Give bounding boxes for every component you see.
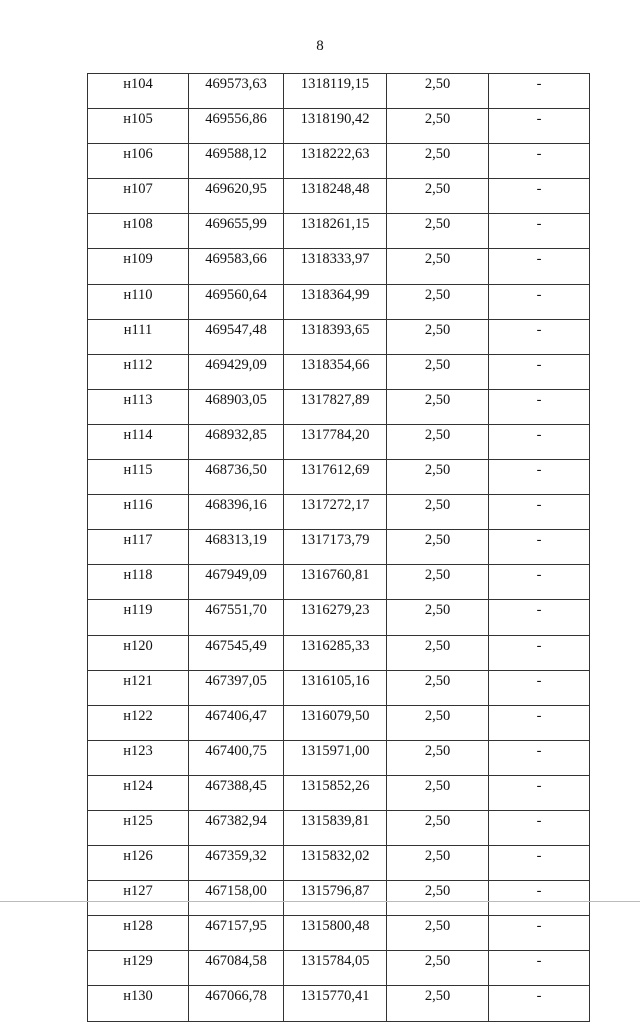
table-row [88,144,590,179]
y-coordinate-cell: 1318333,97 [284,249,387,284]
note-cell: - [489,424,590,459]
coordinates-table [87,73,590,1022]
table-row [88,635,590,670]
x-coordinate-cell: 467551,70 [189,600,284,635]
coordinates-table-body [88,74,590,1022]
y-coordinate-cell: 1317612,69 [284,460,387,495]
x-coordinate-cell: 468396,16 [189,495,284,530]
error-cell: 2,50 [387,460,489,495]
x-coordinate-cell: 467066,78 [189,986,284,1021]
y-coordinate-cell: 1318261,15 [284,214,387,249]
table-row [88,74,590,109]
y-coordinate-cell: 1317784,20 [284,424,387,459]
note-cell: - [489,109,590,144]
y-coordinate-cell: 1318364,99 [284,284,387,319]
error-cell: 2,50 [387,284,489,319]
y-coordinate-cell: 1315800,48 [284,916,387,951]
point-id-cell: н104 [88,74,189,109]
table-row [88,916,590,951]
error-cell: 2,50 [387,495,489,530]
x-coordinate-cell: 469429,09 [189,354,284,389]
table-row [88,214,590,249]
point-id-cell: н113 [88,389,189,424]
table-row [88,565,590,600]
note-cell: - [489,670,590,705]
error-cell: 2,50 [387,635,489,670]
x-coordinate-cell: 469573,63 [189,74,284,109]
y-coordinate-cell: 1316105,16 [284,670,387,705]
table-row [88,249,590,284]
error-cell: 2,50 [387,319,489,354]
table-row [88,600,590,635]
x-coordinate-cell: 467400,75 [189,740,284,775]
table-row [88,109,590,144]
error-cell: 2,50 [387,144,489,179]
y-coordinate-cell: 1315796,87 [284,881,387,916]
table-row [88,424,590,459]
y-coordinate-cell: 1317272,17 [284,495,387,530]
y-coordinate-cell: 1315784,05 [284,951,387,986]
point-id-cell: н121 [88,670,189,705]
note-cell: - [489,495,590,530]
y-coordinate-cell: 1316760,81 [284,565,387,600]
table-row [88,495,590,530]
y-coordinate-cell: 1315832,02 [284,846,387,881]
table-row [88,810,590,845]
table-row [88,705,590,740]
note-cell: - [489,214,590,249]
x-coordinate-cell: 469560,64 [189,284,284,319]
y-coordinate-cell: 1315971,00 [284,740,387,775]
table-row [88,284,590,319]
table-row [88,389,590,424]
x-coordinate-cell: 467359,32 [189,846,284,881]
x-coordinate-cell: 467406,47 [189,705,284,740]
point-id-cell: н124 [88,775,189,810]
y-coordinate-cell: 1317173,79 [284,530,387,565]
point-id-cell: н108 [88,214,189,249]
table-row [88,740,590,775]
error-cell: 2,50 [387,775,489,810]
note-cell: - [489,916,590,951]
y-coordinate-cell: 1318393,65 [284,319,387,354]
table-row [88,986,590,1021]
y-coordinate-cell: 1315852,26 [284,775,387,810]
error-cell: 2,50 [387,179,489,214]
table-row [88,775,590,810]
x-coordinate-cell: 467382,94 [189,810,284,845]
table-row [88,354,590,389]
point-id-cell: н119 [88,600,189,635]
note-cell: - [489,284,590,319]
point-id-cell: н114 [88,424,189,459]
note-cell: - [489,354,590,389]
table-row [88,881,590,916]
note-cell: - [489,740,590,775]
table-row [88,319,590,354]
x-coordinate-cell: 469556,86 [189,109,284,144]
x-coordinate-cell: 468903,05 [189,389,284,424]
error-cell: 2,50 [387,705,489,740]
note-cell: - [489,635,590,670]
note-cell: - [489,846,590,881]
error-cell: 2,50 [387,951,489,986]
point-id-cell: н129 [88,951,189,986]
table-row [88,179,590,214]
note-cell: - [489,319,590,354]
point-id-cell: н115 [88,460,189,495]
table-row [88,846,590,881]
x-coordinate-cell: 467158,00 [189,881,284,916]
error-cell: 2,50 [387,986,489,1021]
x-coordinate-cell: 467084,58 [189,951,284,986]
point-id-cell: н128 [88,916,189,951]
point-id-cell: н110 [88,284,189,319]
error-cell: 2,50 [387,881,489,916]
error-cell: 2,50 [387,670,489,705]
y-coordinate-cell: 1315770,41 [284,986,387,1021]
error-cell: 2,50 [387,600,489,635]
y-coordinate-cell: 1317827,89 [284,389,387,424]
point-id-cell: н122 [88,705,189,740]
error-cell: 2,50 [387,214,489,249]
error-cell: 2,50 [387,389,489,424]
point-id-cell: н123 [88,740,189,775]
y-coordinate-cell: 1316279,23 [284,600,387,635]
point-id-cell: н116 [88,495,189,530]
point-id-cell: н106 [88,144,189,179]
y-coordinate-cell: 1318190,42 [284,109,387,144]
x-coordinate-cell: 468932,85 [189,424,284,459]
error-cell: 2,50 [387,424,489,459]
y-coordinate-cell: 1318248,48 [284,179,387,214]
point-id-cell: н112 [88,354,189,389]
x-coordinate-cell: 467397,05 [189,670,284,705]
note-cell: - [489,144,590,179]
y-coordinate-cell: 1318222,63 [284,144,387,179]
scan-edge-line [0,901,640,902]
note-cell: - [489,249,590,284]
point-id-cell: н117 [88,530,189,565]
note-cell: - [489,530,590,565]
x-coordinate-cell: 469588,12 [189,144,284,179]
y-coordinate-cell: 1318354,66 [284,354,387,389]
x-coordinate-cell: 468313,19 [189,530,284,565]
y-coordinate-cell: 1316079,50 [284,705,387,740]
x-coordinate-cell: 469620,95 [189,179,284,214]
point-id-cell: н118 [88,565,189,600]
table-row [88,460,590,495]
x-coordinate-cell: 467157,95 [189,916,284,951]
note-cell: - [489,986,590,1021]
note-cell: - [489,460,590,495]
note-cell: - [489,389,590,424]
error-cell: 2,50 [387,249,489,284]
error-cell: 2,50 [387,109,489,144]
page-number: 8 [316,38,324,54]
point-id-cell: н126 [88,846,189,881]
note-cell: - [489,775,590,810]
x-coordinate-cell: 469655,99 [189,214,284,249]
point-id-cell: н120 [88,635,189,670]
error-cell: 2,50 [387,565,489,600]
y-coordinate-cell: 1318119,15 [284,74,387,109]
table-row [88,670,590,705]
y-coordinate-cell: 1315839,81 [284,810,387,845]
x-coordinate-cell: 469547,48 [189,319,284,354]
note-cell: - [489,951,590,986]
note-cell: - [489,881,590,916]
point-id-cell: н105 [88,109,189,144]
x-coordinate-cell: 467388,45 [189,775,284,810]
error-cell: 2,50 [387,354,489,389]
point-id-cell: н109 [88,249,189,284]
note-cell: - [489,179,590,214]
table-row [88,530,590,565]
x-coordinate-cell: 467949,09 [189,565,284,600]
note-cell: - [489,705,590,740]
x-coordinate-cell: 467545,49 [189,635,284,670]
point-id-cell: н125 [88,810,189,845]
error-cell: 2,50 [387,530,489,565]
error-cell: 2,50 [387,74,489,109]
point-id-cell: н111 [88,319,189,354]
table-row [88,951,590,986]
point-id-cell: н107 [88,179,189,214]
note-cell: - [489,565,590,600]
note-cell: - [489,600,590,635]
error-cell: 2,50 [387,916,489,951]
y-coordinate-cell: 1316285,33 [284,635,387,670]
x-coordinate-cell: 468736,50 [189,460,284,495]
error-cell: 2,50 [387,810,489,845]
error-cell: 2,50 [387,846,489,881]
note-cell: - [489,810,590,845]
point-id-cell: н127 [88,881,189,916]
note-cell: - [489,74,590,109]
point-id-cell: н130 [88,986,189,1021]
error-cell: 2,50 [387,740,489,775]
x-coordinate-cell: 469583,66 [189,249,284,284]
